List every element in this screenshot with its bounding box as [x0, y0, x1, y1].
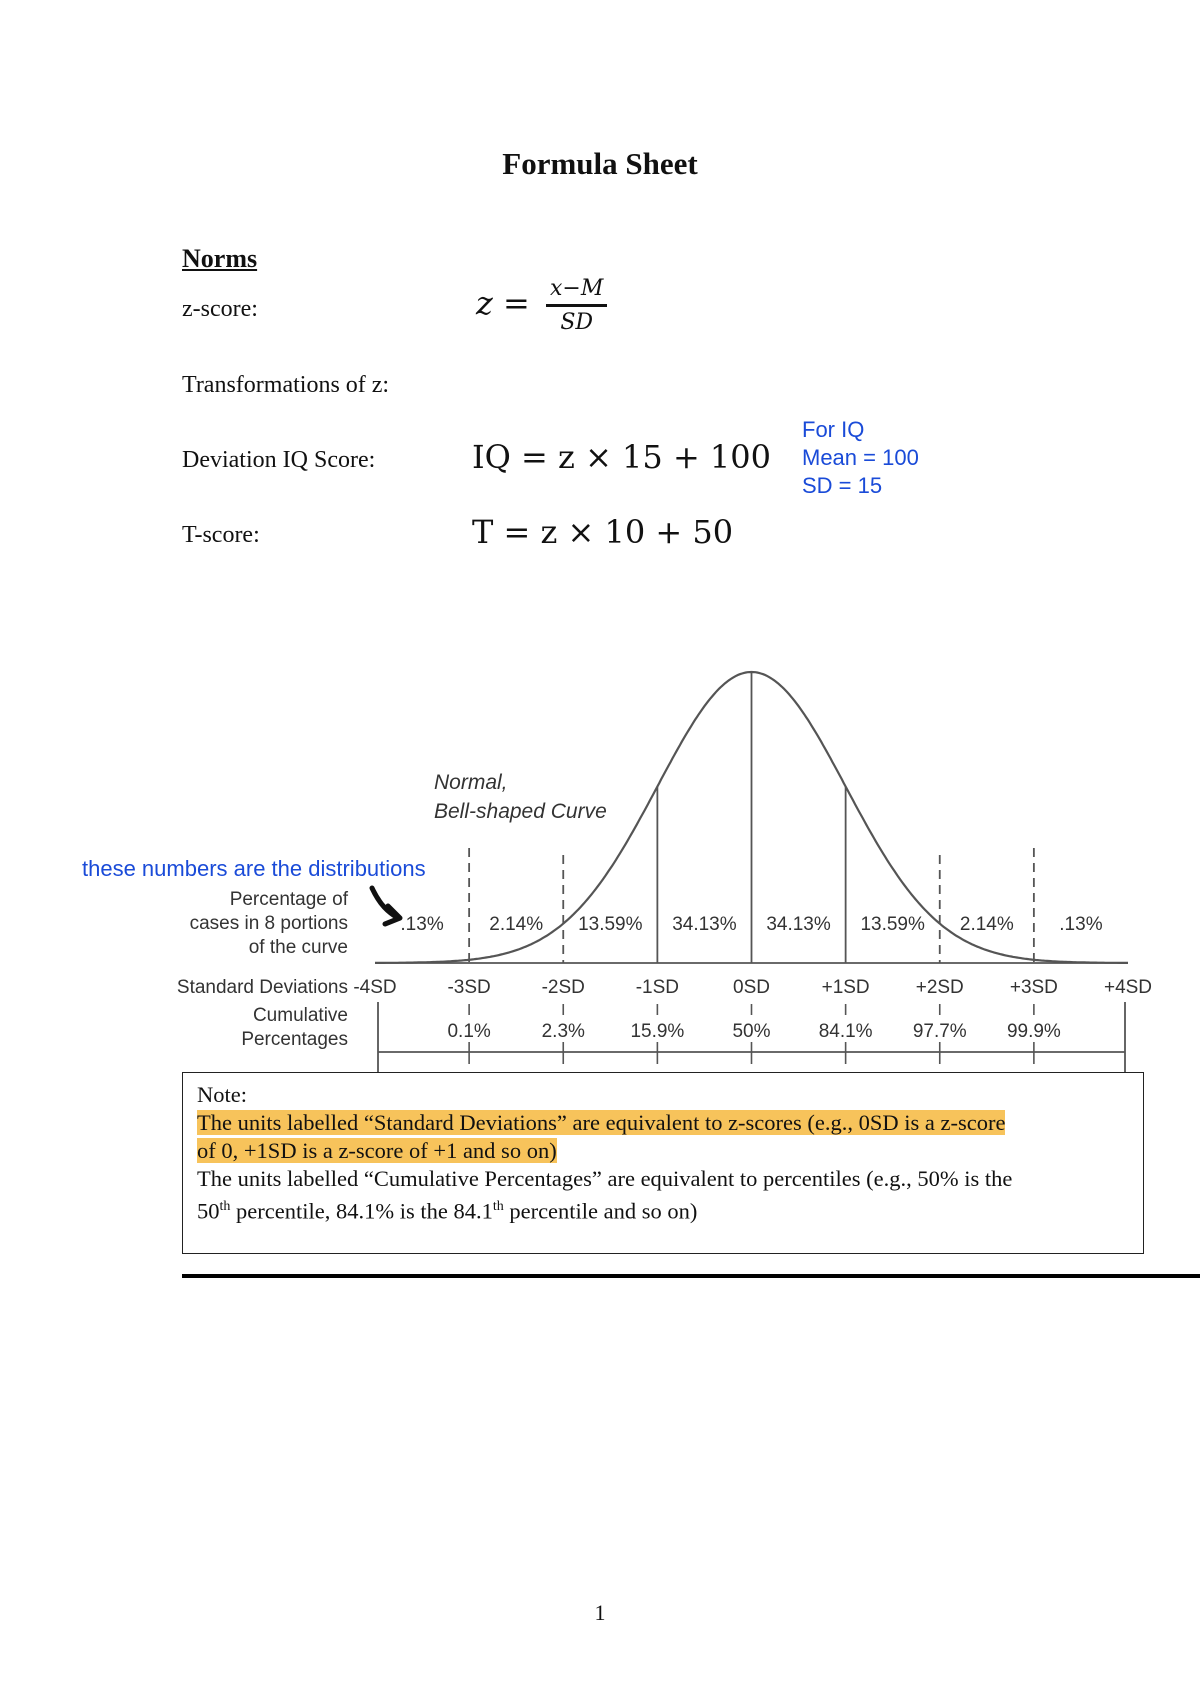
iq-formula: IQ = z × 15 + 100	[472, 438, 771, 476]
note-text: 50	[197, 1198, 220, 1224]
zscore-lhs: z =	[476, 284, 530, 322]
sd-tick-label: 0SD	[733, 977, 770, 998]
transformations-label: Transformations of z:	[182, 372, 390, 398]
note-heading: Note:	[197, 1082, 247, 1107]
portion-label: .13%	[1059, 914, 1103, 935]
percentage-axis-label: cases in 8 portions	[189, 913, 348, 934]
note-text: percentile and so on)	[503, 1198, 698, 1224]
portion-label: 34.13%	[766, 914, 831, 935]
cumulative-label: 97.7%	[912, 1021, 967, 1042]
portion-label: 13.59%	[578, 914, 643, 935]
curve-title: Bell-shaped Curve	[434, 800, 607, 823]
cumulative-label: 84.1%	[818, 1021, 873, 1042]
note-text: percentile, 84.1% is the 84.1	[230, 1198, 493, 1224]
portion-label: 2.14%	[489, 914, 544, 935]
cumulative-axis-label: Cumulative	[252, 1005, 348, 1026]
distributions-annotation: these numbers are the distributions	[82, 856, 426, 881]
portion-label: 2.14%	[959, 914, 1014, 935]
norms-heading: Norms	[182, 244, 258, 273]
iq-annotation-line: For IQ	[802, 417, 865, 442]
page-title: Formula Sheet	[502, 146, 698, 181]
cumulative-axis-label: Percentages	[241, 1029, 348, 1050]
sd-tick-label: -4SD	[353, 977, 397, 998]
cumulative-label: 50%	[732, 1021, 771, 1042]
note-highlight-line: The units labelled “Standard Deviations” are equivalent to z-scores (e.g., 0SD is a z-score	[197, 1110, 1006, 1135]
tscore-formula: T = z × 10 + 50	[472, 513, 734, 551]
chart-layer	[177, 672, 1152, 1072]
percentage-axis-label: of the curve	[248, 937, 348, 958]
sd-tick-label: -1SD	[635, 977, 680, 998]
portion-label: 34.13%	[672, 914, 737, 935]
horizontal-rule	[182, 1274, 1200, 1278]
cumulative-label: 15.9%	[630, 1021, 685, 1042]
note-highlight-line: of 0, +1SD is a z-score of +1 and so on)	[197, 1138, 557, 1163]
iq-annotation-line: SD = 15	[802, 473, 883, 498]
note-box	[182, 1072, 1144, 1254]
sd-tick-label: -3SD	[447, 977, 491, 998]
note-line	[197, 1193, 1129, 1226]
sd-tick-label: +2SD	[915, 977, 964, 998]
zscore-label: z-score:	[182, 296, 258, 322]
cumulative-label: 2.3%	[541, 1021, 585, 1042]
sd-tick-label: +3SD	[1009, 977, 1058, 998]
note-sup: th	[219, 1199, 231, 1214]
portion-label: .13%	[400, 914, 444, 935]
iq-annotation-line: Mean = 100	[802, 445, 919, 470]
percentage-axis-label: Percentage of	[229, 889, 348, 910]
portion-label: 13.59%	[860, 914, 925, 935]
curve-title: Normal,	[434, 771, 508, 794]
sd-axis-label: Standard Deviations	[176, 977, 348, 998]
note-line: The units labelled “Cumulative Percentages” are equivalent to percentiles (e.g., 50% is the	[197, 1166, 1013, 1191]
iq-label: Deviation IQ Score:	[182, 447, 376, 473]
sd-tick-label: +1SD	[821, 977, 870, 998]
cumulative-label: 99.9%	[1006, 1021, 1061, 1042]
tscore-label: T-score:	[182, 522, 260, 548]
zscore-denominator: SD	[560, 310, 594, 335]
arrow-icon	[372, 888, 400, 924]
note-sup: th	[492, 1199, 504, 1214]
zscore-numerator: x−M	[546, 276, 607, 307]
cumulative-label: 0.1%	[447, 1021, 491, 1042]
sd-tick-label: -2SD	[541, 977, 585, 998]
page-number: 1	[594, 1600, 606, 1625]
sd-tick-label: +4SD	[1103, 977, 1153, 998]
